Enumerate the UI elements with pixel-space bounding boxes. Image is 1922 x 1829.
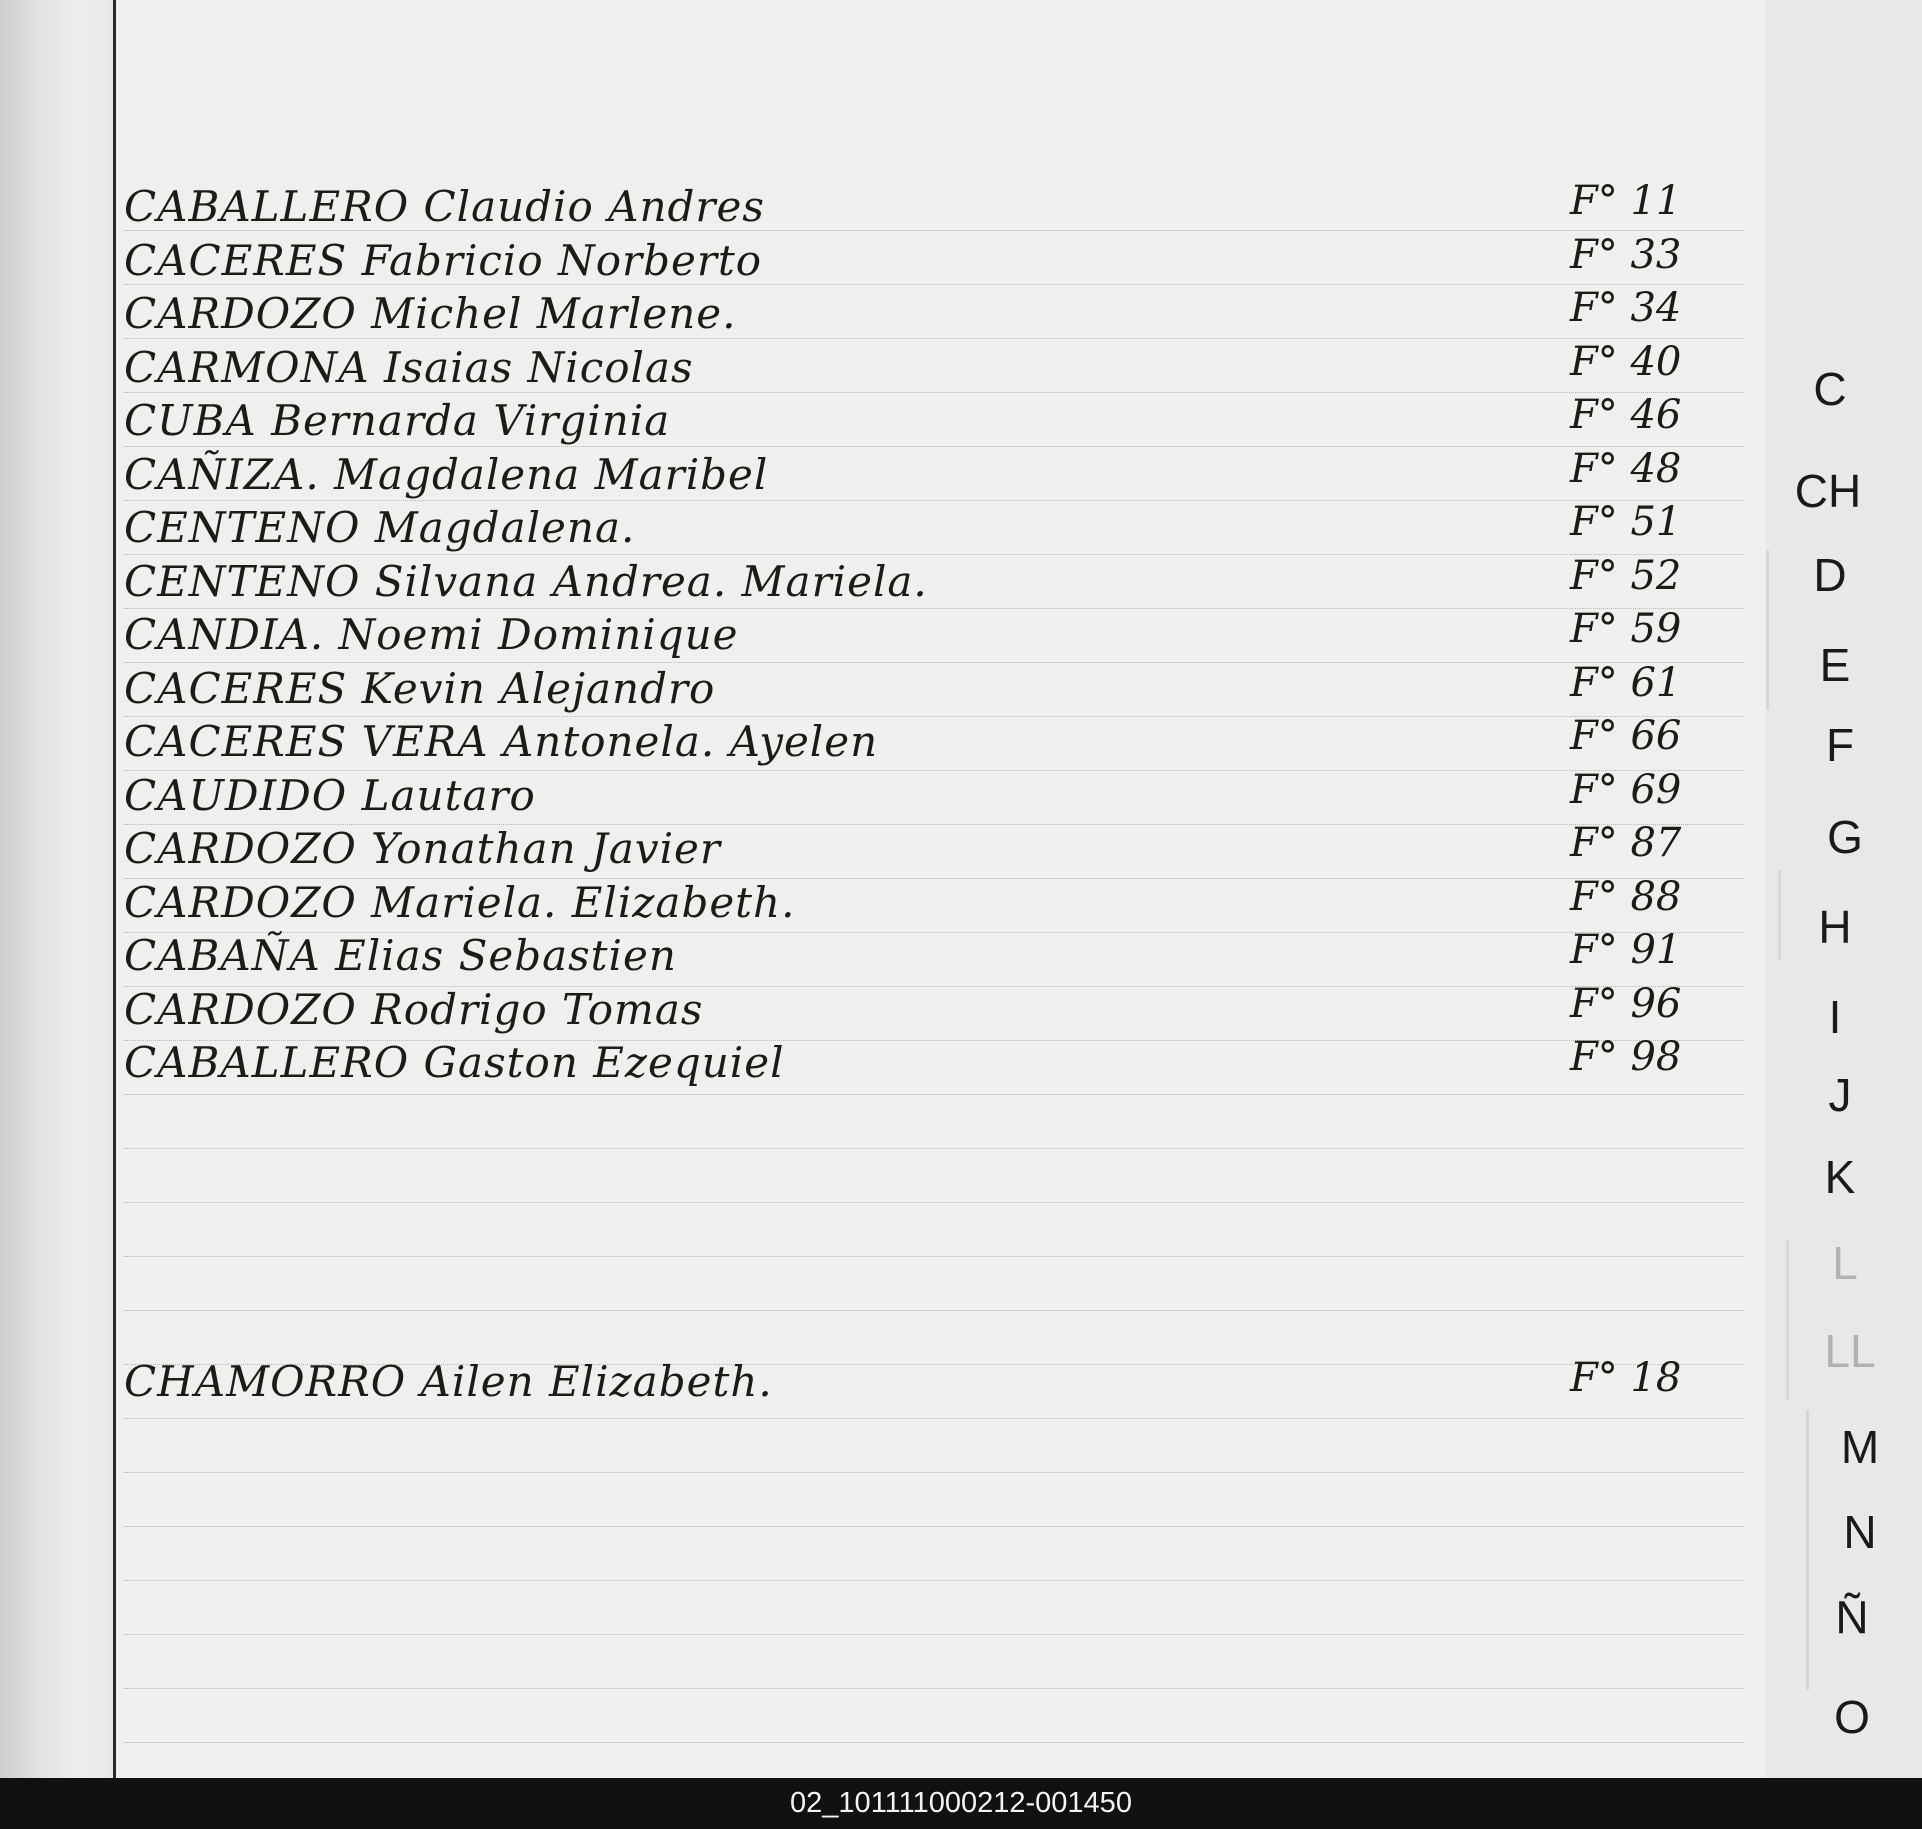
ruled-line [124,338,1744,339]
entry-folio: F° 61 [1570,660,1682,706]
index-tab-g[interactable]: G [1827,811,1863,863]
entry-folio: F° 11 [1570,178,1682,224]
index-tab-d[interactable]: D [1813,549,1847,601]
entry-folio: F° 66 [1570,713,1682,759]
entry-folio: F° 59 [1570,606,1682,652]
ruled-line [124,1526,1744,1527]
entry-folio: F° 48 [1570,446,1682,492]
entry-folio: F° 46 [1570,392,1682,438]
entry-name: CACERES Kevin Alejandro [124,664,716,713]
entry-folio: F° 98 [1570,1034,1682,1080]
margin-line [113,0,116,1778]
entry-name: CARMONA Isaias Nicolas [124,343,694,392]
entry-folio: F° 33 [1570,232,1682,278]
entry-folio: F° 69 [1570,767,1682,813]
entry-folio: F° 51 [1570,499,1682,545]
ruled-line [124,446,1744,447]
ruled-line [124,554,1744,555]
ruled-line [124,1310,1744,1311]
entry-name: CABALLERO Claudio Andres [124,182,765,231]
ruled-line [124,392,1744,393]
entry-name: CARDOZO Rodrigo Tomas [124,985,704,1034]
index-tab-e[interactable]: E [1819,639,1851,691]
ruled-line [124,1688,1744,1689]
entry-name: CUBA Bernarda Virginia [124,396,671,445]
index-tab-m[interactable]: M [1840,1421,1880,1473]
ruled-line [124,1418,1744,1419]
entry-folio: F° 52 [1570,553,1682,599]
entry-folio: F° 40 [1570,339,1682,385]
entry-folio: F° 96 [1570,981,1682,1027]
entry-name: CAÑIZA. Magdalena Maribel [124,450,769,499]
index-tab-k[interactable]: K [1824,1151,1856,1203]
entry-folio: F° 34 [1570,285,1682,331]
ruled-line [124,1742,1744,1743]
ruled-line [124,1472,1744,1473]
entry-folio: F° 87 [1570,820,1682,866]
entry-name: CAUDIDO Lautaro [124,771,536,820]
ruled-line [124,1148,1744,1149]
tab-edge [1806,1410,1809,1690]
index-tab-ñ[interactable]: Ñ [1835,1591,1869,1643]
entry-name: CARDOZO Yonathan Javier [124,824,721,873]
index-tab-ll[interactable]: LL [1824,1325,1876,1377]
index-tab-h[interactable]: H [1818,901,1852,953]
index-tab-n[interactable]: N [1843,1506,1877,1558]
entry-folio: F° 91 [1570,927,1682,973]
ruled-line [124,1256,1744,1257]
entry-name: CARDOZO Mariela. Elizabeth. [124,878,796,927]
ruled-line [124,1202,1744,1203]
ch-entry-folio: F° 18 [1570,1355,1682,1401]
tab-edge [1786,1240,1789,1400]
index-tab-ch[interactable]: CH [1794,465,1862,517]
index-tab-f[interactable]: F [1825,719,1855,771]
entry-name: CABALLERO Gaston Ezequiel [124,1038,785,1087]
entry-name: CARDOZO Michel Marlene. [124,289,737,338]
ruled-line [124,1094,1744,1095]
tab-edge [1766,550,1769,710]
ch-entry-name: CHAMORRO Ailen Elizabeth. [124,1357,773,1406]
entry-name: CABAÑA Elias Sebastien [124,931,677,980]
index-tab-l[interactable]: L [1832,1237,1858,1289]
ruled-line [124,1634,1744,1635]
entry-name: CENTENO Silvana Andrea. Mariela. [124,557,928,606]
book-binding [0,0,115,1778]
ruled-line [124,662,1744,663]
ruled-line [124,608,1744,609]
entry-name: CANDIA. Noemi Dominique [124,610,739,659]
entry-name: CENTENO Magdalena. [124,503,636,552]
index-tab-j[interactable]: J [1828,1069,1852,1121]
index-tab-i[interactable]: I [1828,991,1842,1043]
entry-name: CACERES Fabricio Norberto [124,236,763,285]
image-id-footer: 02_101111000212-001450 [0,1778,1922,1829]
ruled-line [124,500,1744,501]
alphabet-index-tabs [1766,0,1922,1778]
index-tab-c[interactable]: C [1813,363,1847,415]
entry-folio: F° 88 [1570,874,1682,920]
entry-name: CACERES VERA Antonela. Ayelen [124,717,879,766]
tab-edge [1778,870,1781,960]
ruled-line [124,1580,1744,1581]
index-tab-o[interactable]: O [1834,1691,1870,1743]
